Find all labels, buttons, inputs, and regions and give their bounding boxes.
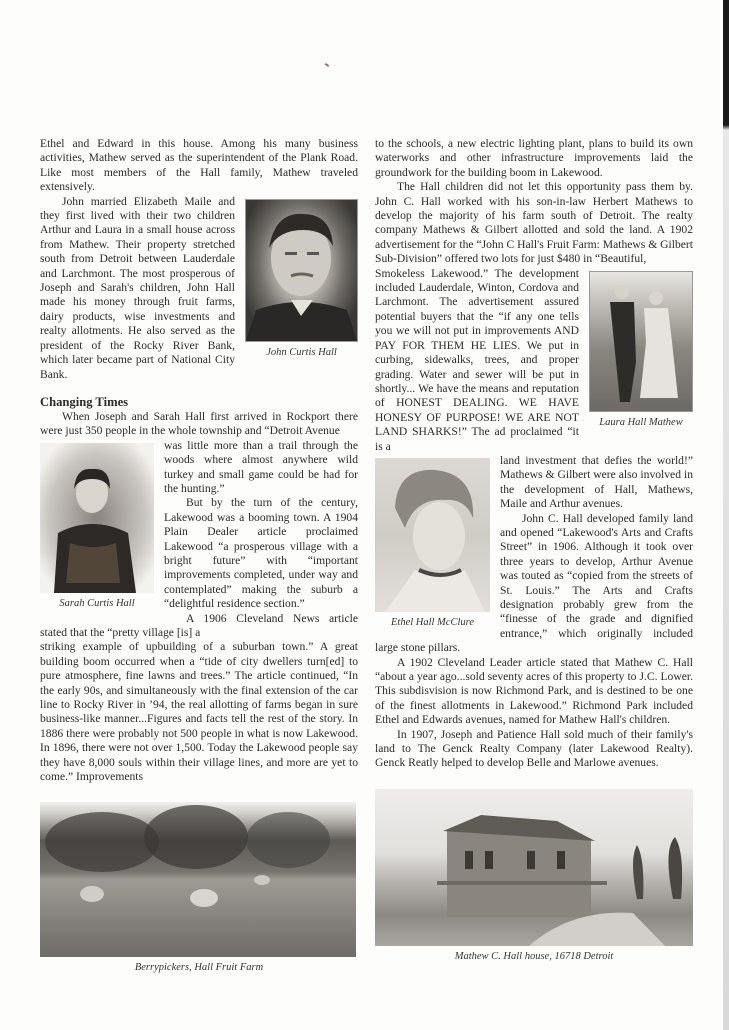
figure-mathew-hall-house <box>375 785 693 963</box>
photo-john-curtis-hall <box>245 199 358 342</box>
figure-ethel-hall-mcclure <box>375 458 490 629</box>
couple-portrait-icon <box>590 272 692 411</box>
field-trees-icon <box>40 802 356 957</box>
right-paragraph-3: John C. Hall developed family land and opened “Lakewood's Arts and Crafts Street” in 1906. Although it took over three years to develop, Arthur Avenue was touted as “copied from the streets of St. Louis.” The Arts and Crafts designation probably grew from the “finesse of the grade and dignified entrance,” which originally included large stone pillars. <box>375 511 693 655</box>
left-paragraph-1: Ethel and Edward in this house. Among his many business activities, Mathew served as the superintendent of the Plank Road. Like most members of the Hall family, Mathew traveled extensively. <box>40 137 358 194</box>
caption-mathew-hall-house: Mathew C. Hall house, 16718 Detroit <box>454 950 614 962</box>
caption-berrypickers: Berrypickers, Hall Fruit Farm <box>134 962 264 974</box>
portrait-man-icon <box>246 200 357 341</box>
section-heading-changing-times: Changing Times <box>40 394 129 409</box>
right-paragraph-2-top: The Hall children did not let this opportunity pass them by. John C. Hall worked with his son-in-law Herbert Mathews to develop the majority of his farm south of Detroit. The realty company Mathews & Gilbert allotted and sold the land. A 1902 advertisement for the “John C Hall's Fruit Farm: Mathews & Gilbert Sub-Division” offered two lots for just $480 in “Beautiful, <box>375 180 693 266</box>
victorian-house-icon <box>375 789 693 946</box>
portrait-woman-icon <box>40 443 154 593</box>
portrait-woman-profile-icon <box>375 458 490 612</box>
left-paragraph-5: striking example of upbuilding of a suburban town.” A great building boom occurred when a “tide of city dwellers turn[ed] to pure atmosphere, fine lawns and trees.” The article continued, “In the early 90s, and simultaneously with the final extension of the car line to Rocky River in ’94, the real allotting of farms began in sure business-like manner...Figures and facts tell the rest of the story. In 1886 there were probably not 500 people in what is now Lakewood. In 1896, there were not over 1,500. Today the Lakewood people say they have 8,000 souls within their village lines, and more are yet to come.” Improvements <box>40 640 358 784</box>
caption-sarah-curtis-hall: Sarah Curtis Hall <box>59 597 135 609</box>
left-paragraph-2: John married Elizabeth Maile and they first lived with their two children Arthur and Laura in a small house across from Mathew. Their property stretched south from Detroit between Lauderdale and Larchmont. The most prosperous of Joseph and Sarah's children, John Hall made his money through fruit farms, dairy products, wise investments and realty allotments. He also served as the president of the Rocky River Bank, which later became part of National City Bank. <box>40 194 235 381</box>
figure-laura-hall-mathew <box>589 271 693 429</box>
left-column <box>40 137 358 974</box>
right-paragraph-2-side2: land investment that defies the world!” Mathews & Gilbert were also involved in the development of Hall, Mathews, Maile and Arthur avenues. <box>500 453 693 511</box>
photo-mathew-hall-house <box>375 789 693 946</box>
figure-sarah-curtis-hall <box>40 443 154 610</box>
caption-ethel-hall-mcclure: Ethel Hall McClure <box>390 616 474 628</box>
right-paragraph-4: A 1902 Cleveland Leader article stated that Mathew C. Hall “about a year ago...sold seventy acres of this property to J.C. Lower. This subdisvision is now Richmond Park, and is destined to be one of the finest allotments in Lakewood.” Richmond Park included Ethel and Edwards avenues, named for Mathew Hall's children. <box>375 655 693 727</box>
right-column <box>375 137 693 974</box>
caption-laura-hall-mathew: Laura Hall Mathew <box>599 416 683 428</box>
photo-berrypickers <box>40 802 356 957</box>
left-paragraph-3-side: was little more than a trail through the woods where almost anywhere wild turkey and small game could be had for the hunting.” <box>164 438 358 495</box>
figure-john-curtis-hall <box>245 199 358 359</box>
right-paragraph-5: In 1907, Joseph and Patience Hall sold much of their family's land to The Genck Realty Company (later Lakewood Realty). Genck Reatly helped to develop Belle and Marlowe avenues. <box>375 727 693 770</box>
left-paragraph-5-side: A 1906 Cleveland News article stated that the “pretty village [is] a <box>40 611 358 639</box>
right-paragraph-2-side: Smokeless Lakewood.” The development included Lauderdale, Winton, Cordova and Larchmont. The advertisement assured potential buyers that the “if any one tells you we will not put in improvements AND PAY FOR THEM HE LIES. We put in curbing, sidewalks, trees, and proper grading. Water and sewer will be put in shortly... We have the means and reputation of HONEST DEALING. WE HAVE HONESY OF PURPOSE! WE ARE NOT LAND SHARKS!” The ad proclaimed “it is a <box>375 266 579 453</box>
left-paragraph-3-top: When Joseph and Sarah Hall first arrived in Rockport there were just 350 people in the whole township and “Detroit Avenue <box>40 409 358 438</box>
right-paragraph-1: to the schools, a new electric lighting plant, plans to build its own waterworks and other infrastructure improvements laid the groundwork for the building boom in Lakewood. <box>375 137 693 179</box>
photo-laura-hall-mathew <box>589 271 693 412</box>
caption-john-curtis-hall: John Curtis Hall <box>266 346 337 358</box>
left-paragraph-4: But by the turn of the century, Lakewood was a booming town. A 1904 Plain Dealer article proclaimed Lakewood “a prosperous village with a bright future” with “important improvements completed, under way and contemplated” making the suburb a “delightful residence section.” <box>164 496 358 611</box>
figure-berrypickers <box>40 798 358 974</box>
photo-sarah-curtis-hall <box>40 443 154 593</box>
photo-ethel-hall-mcclure <box>375 458 490 612</box>
